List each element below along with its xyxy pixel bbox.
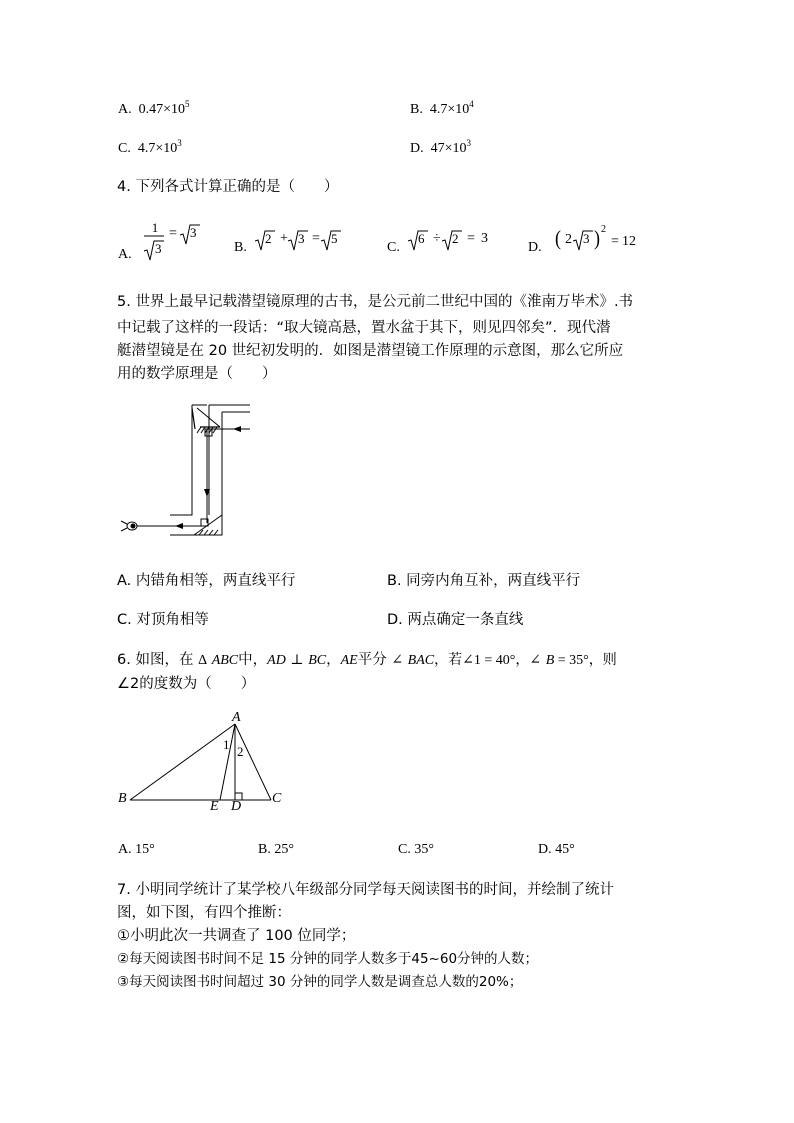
- segment-ad: AD: [267, 653, 286, 668]
- q4-option-b[interactable]: [234, 240, 247, 256]
- q6-text: ，: [326, 652, 341, 668]
- radicand: 2: [452, 231, 459, 246]
- segment-bc: BC: [308, 653, 327, 668]
- radicand: 3: [583, 231, 590, 246]
- q3-option-b[interactable]: [410, 99, 474, 121]
- times-sign: ×: [155, 141, 164, 156]
- q6-text: 中，: [238, 652, 268, 668]
- base: 10: [455, 102, 470, 117]
- angle-label-2: 2: [237, 744, 244, 759]
- times-sign: ×: [447, 102, 456, 117]
- angle-label-1: 1: [223, 737, 230, 752]
- q5-option-c[interactable]: C. 对顶角相等: [117, 612, 209, 628]
- option-label: C.: [387, 240, 400, 255]
- q7-line-2: 图，如下图，有四个推断：: [117, 905, 291, 921]
- q6-line-2: ∠2的度数为（ ）: [117, 676, 256, 692]
- radicand: 6: [418, 231, 425, 246]
- q4-option-a-label[interactable]: A.: [118, 247, 132, 262]
- right-paren: ): [594, 225, 600, 250]
- exponent: 4: [469, 99, 474, 109]
- q5-line-4: 用的数学原理是（ ）: [117, 366, 277, 382]
- vertex-label-c: C: [272, 791, 282, 806]
- q6-condition: ，若∠1 = 40°，: [434, 653, 530, 668]
- q5-line-3: 艇潜望镜是在 20 世纪初发明的．如图是潜望镜工作原理的示意图，那么它所应: [117, 343, 624, 359]
- q6-text: 6. 如图，在: [117, 652, 194, 668]
- option-label: A.: [118, 102, 132, 117]
- plus-sign: +: [280, 231, 288, 246]
- triangle-symbol: Δ: [198, 653, 208, 668]
- radicand: 3: [190, 225, 197, 240]
- triangle-diagram: [118, 712, 288, 817]
- equals-sign: =: [611, 234, 619, 249]
- q7-line-1: 7. 小明同学统计了某学校八年级部分同学每天阅读图书的时间，并绘制了统计: [117, 882, 614, 898]
- option-label: C.: [118, 141, 131, 156]
- base: 10: [452, 141, 467, 156]
- q7-statement-3: ③每天阅读图书时间超过 30 分钟的同学人数是调查总人数的20%；: [117, 974, 523, 990]
- q6-option-d[interactable]: D. 45°: [538, 842, 575, 857]
- angle-b: B: [545, 653, 555, 668]
- exponent: 2: [601, 224, 606, 235]
- vertex-label-d: D: [231, 799, 242, 814]
- base: 10: [171, 102, 186, 117]
- exponent: 3: [177, 138, 182, 148]
- periscope-diagram: [115, 405, 280, 545]
- q5-option-b[interactable]: B. 同旁内角互补，两直线平行: [387, 573, 581, 589]
- result-value: 12: [622, 234, 636, 249]
- vertex-label-e: E: [210, 799, 219, 814]
- q6-option-a[interactable]: A. 15°: [118, 842, 155, 857]
- q3-option-d[interactable]: [410, 138, 471, 160]
- left-paren: (: [555, 225, 561, 250]
- q7-statement-2: ②每天阅读图书时间不足 15 分钟的同学人数多于45~60分钟的人数；: [117, 951, 539, 967]
- segment-ae: AE: [340, 653, 358, 668]
- fraction-numerator: 1: [151, 220, 159, 235]
- times-sign: ×: [163, 102, 172, 117]
- vertex-label-b: B: [118, 791, 127, 806]
- equals-sign: =: [467, 231, 475, 246]
- angle-symbol: ∠: [529, 653, 542, 668]
- q4-stem: 4. 下列各式计算正确的是（ ）: [117, 179, 339, 195]
- q6-option-c[interactable]: C. 35°: [398, 842, 434, 857]
- q5-line-1: 5. 世界上最早记载潜望镜原理的古书，是公元前二世纪中国的《淮南万毕术》.书: [117, 294, 634, 310]
- exponent: 5: [185, 99, 190, 109]
- q3-option-a[interactable]: [118, 99, 190, 121]
- option-label: B.: [234, 240, 247, 255]
- q4-option-c[interactable]: [387, 240, 400, 256]
- q6-text: = 35°，则: [554, 653, 617, 668]
- option-label: B.: [410, 102, 423, 117]
- q6-text: 平分: [357, 652, 387, 668]
- q5-line-2: 中记载了这样的一段话：“取大镜高悬，置水盆于其下，则见四邻矣”．现代潜: [117, 320, 611, 336]
- q5-option-a[interactable]: A. 内错角相等，两直线平行: [117, 573, 296, 589]
- radicand: 5: [331, 231, 338, 246]
- radicand: 3: [298, 231, 305, 246]
- exponent: 3: [466, 138, 472, 148]
- triangle-name: ABC: [211, 653, 239, 668]
- coefficient: 2: [565, 232, 572, 247]
- vertex-label-a: A: [232, 710, 241, 725]
- q3-option-c[interactable]: [118, 138, 182, 160]
- equals-sign: =: [312, 231, 320, 246]
- q6-option-b[interactable]: B. 25°: [258, 842, 294, 857]
- fraction-denominator: 3: [155, 241, 162, 256]
- mantissa: 4.7: [429, 102, 448, 117]
- angle-symbol: ∠: [391, 653, 404, 668]
- result-value: 3: [481, 231, 488, 246]
- q7-statement-1: ①小明此次一共调查了 100 位同学；: [117, 928, 356, 944]
- equals-sign: =: [169, 226, 177, 241]
- q4-option-d[interactable]: [528, 240, 542, 256]
- divide-sign: ÷: [433, 231, 441, 246]
- option-label: D.: [528, 240, 542, 255]
- mantissa: 0.47: [138, 102, 164, 117]
- angle-bac: BAC: [407, 653, 435, 668]
- mantissa: 47: [430, 141, 445, 156]
- q6-line-1: [117, 649, 617, 672]
- base: 10: [163, 141, 178, 156]
- perp-symbol: ⊥: [290, 653, 304, 668]
- option-label: D.: [410, 141, 424, 156]
- radicand: 2: [265, 231, 272, 246]
- mantissa: 4.7: [137, 141, 156, 156]
- q5-option-d[interactable]: D. 两点确定一条直线: [387, 612, 524, 628]
- times-sign: ×: [444, 141, 453, 156]
